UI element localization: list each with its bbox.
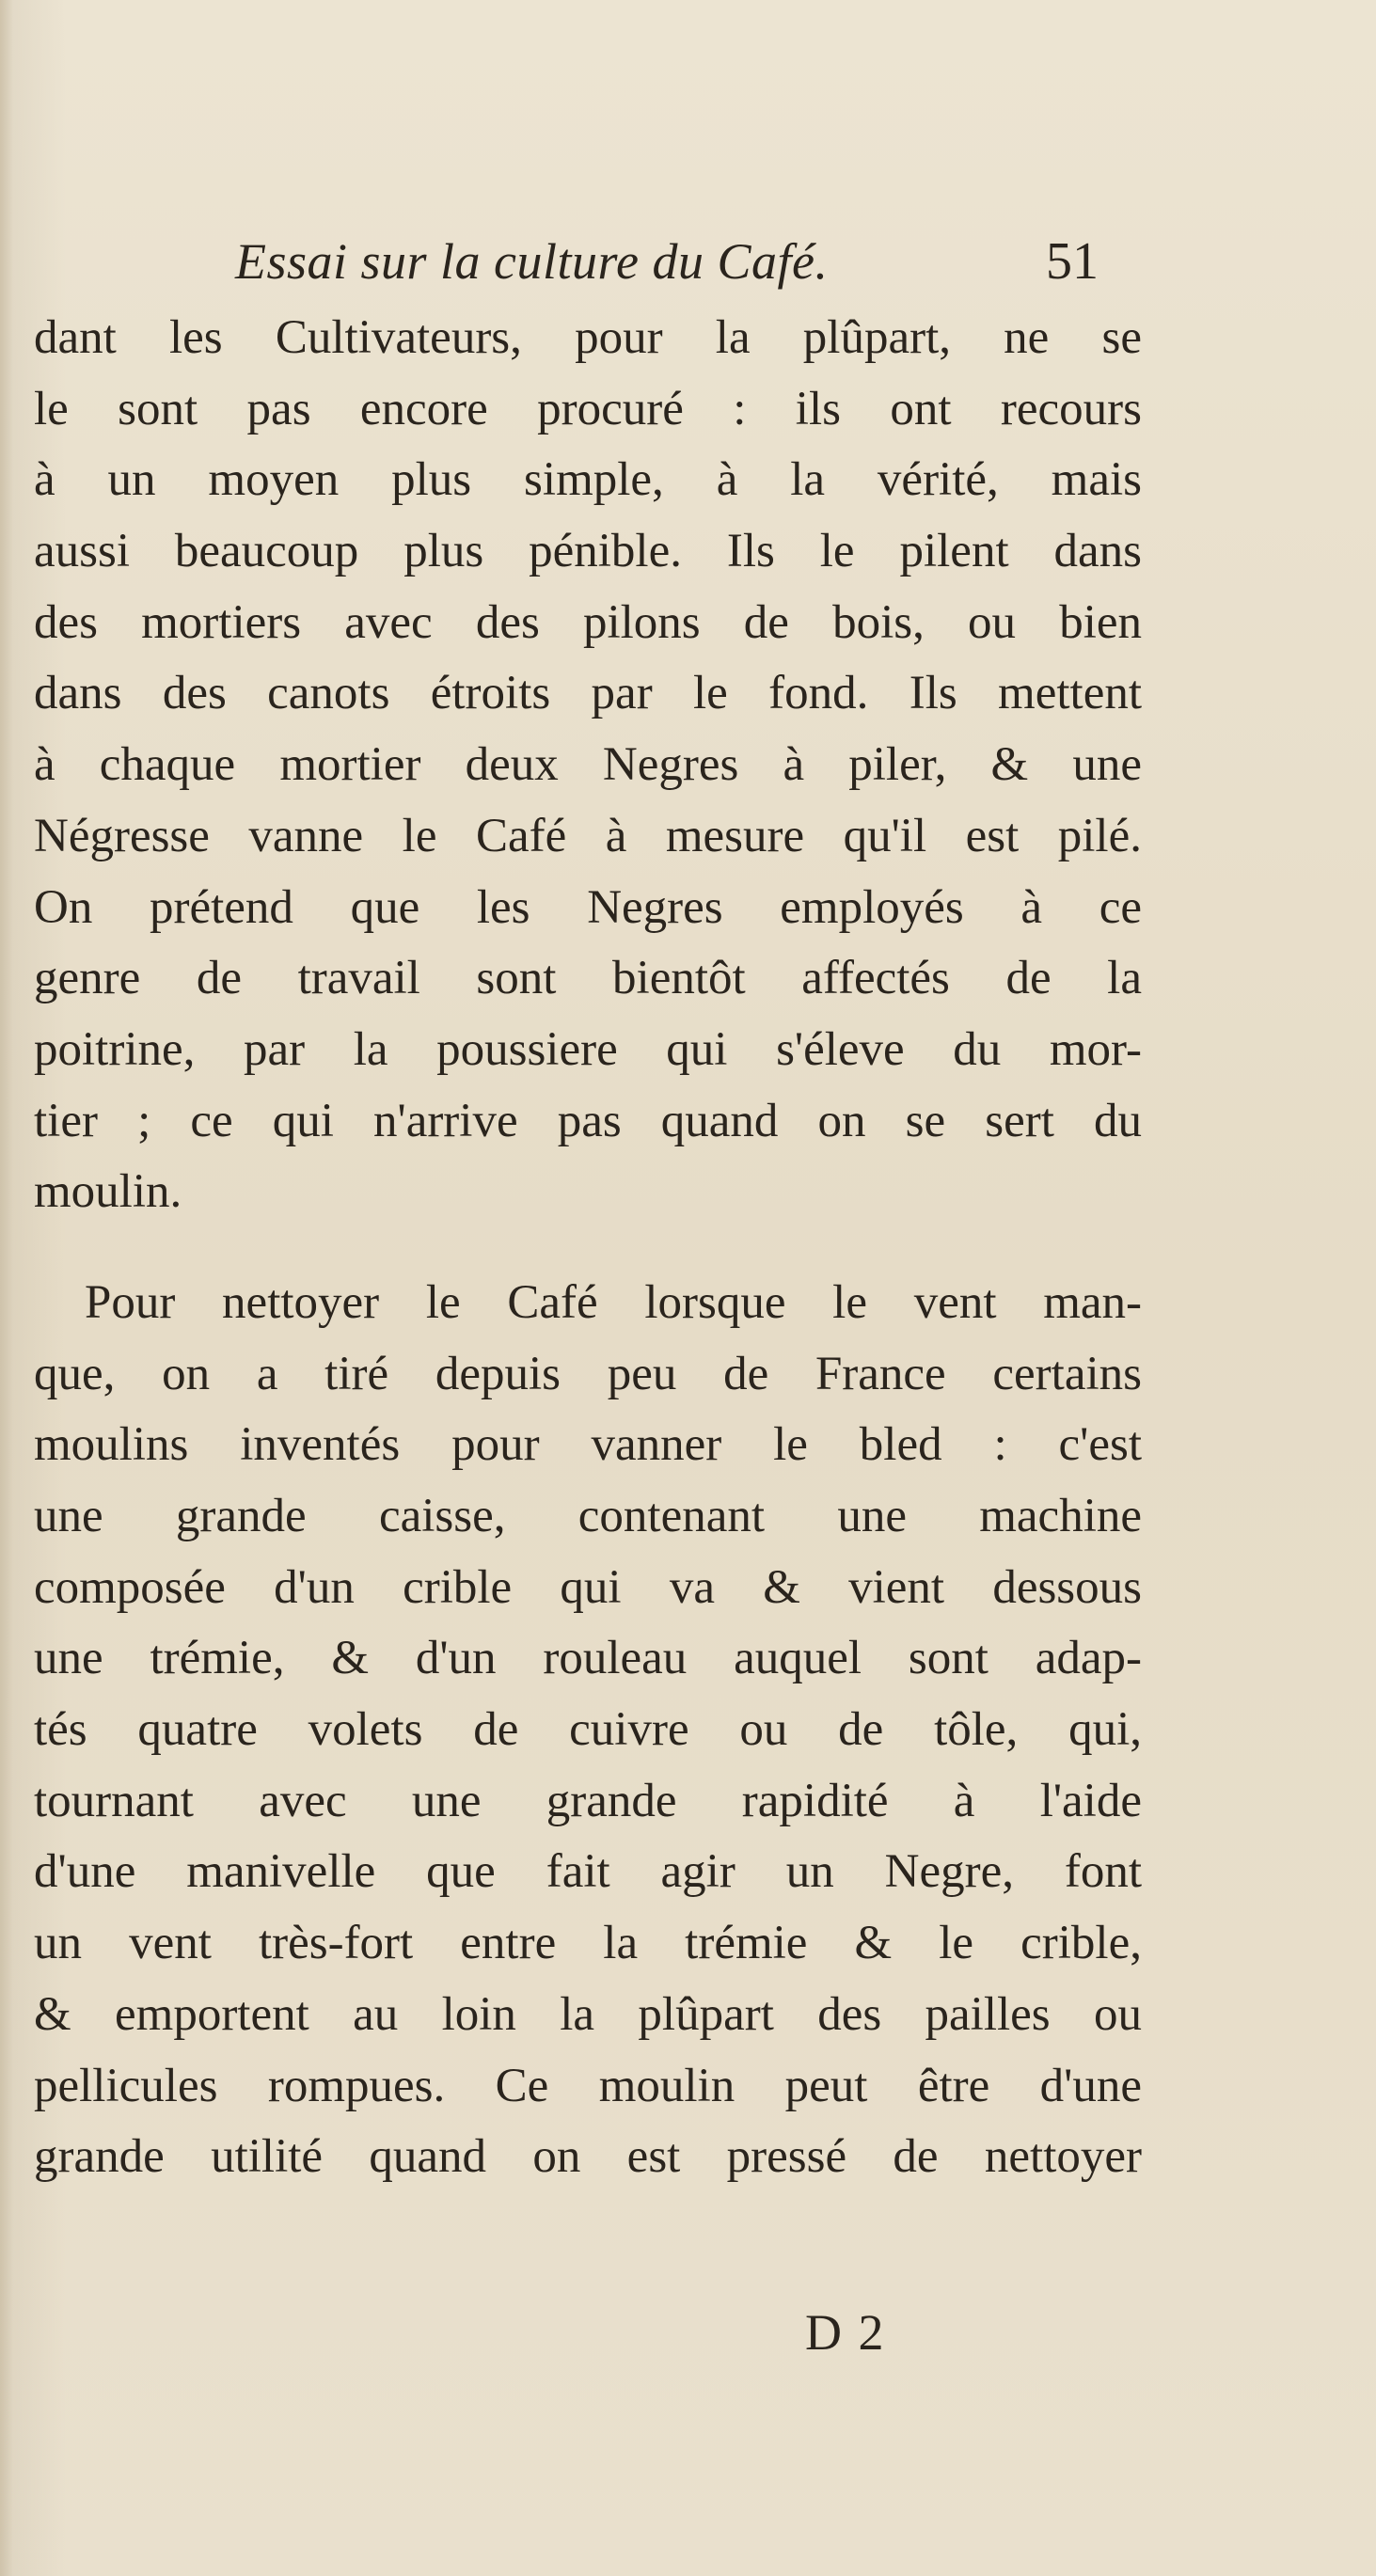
body-text (34, 303, 1142, 2193)
text-line: des mortiers avec des pilons de bois, ou bien (34, 595, 1142, 649)
text-line: pellicules rompues. Ce moulin peut être d'une (34, 2059, 1142, 2112)
text-line: poitrine, par la poussiere qui s'éleve du mor- (34, 1022, 1142, 1076)
text-line: à chaque mortier deux Negres à piler, & une (34, 738, 1142, 792)
text-line: genre de travail sont bientôt affectés de la (34, 952, 1142, 1005)
text-line: que, on a tiré depuis peu de France certains (34, 1347, 1142, 1400)
text-line: Pour nettoyer le Café lorsque le vent man- (85, 1275, 1142, 1329)
text-line: moulins inventés pour vanner le bled : c'est (34, 1418, 1142, 1472)
text-line: Négresse vanne le Café à mesure qu'il est pilé. (34, 809, 1142, 862)
text-line: & emportent au loin la plûpart des pailles ou (34, 1987, 1142, 2041)
text-line: tés quatre volets de cuivre ou de tôle, qui, (34, 1703, 1142, 1757)
text-line: composée d'un crible qui va & vient dessous (34, 1560, 1142, 1614)
running-title: Essai sur la culture du Café. (235, 233, 829, 290)
text-line: dant les Cultivateurs, pour la plûpart, ne se (34, 311, 1142, 364)
text-line: tournant avec une grande rapidité à l'aide (34, 1774, 1142, 1827)
text-line: d'une manivelle que fait agir un Negre, font (34, 1845, 1142, 1899)
text-line: une trémie, & d'un rouleau auquel sont adap- (34, 1632, 1142, 1685)
text-line: à un moyen plus simple, à la vérité, mais (34, 453, 1142, 507)
paragraph-1 (34, 303, 1142, 1228)
paragraph-gap (34, 1228, 1142, 1268)
text-line: moulin. (34, 1165, 182, 1219)
text-line: aussi beaucoup plus pénible. Ils le pilent dans (34, 525, 1142, 578)
signature-mark: D 2 (805, 2304, 886, 2361)
text-line: un vent très-fort entre la trémie & le crible, (34, 1917, 1142, 1970)
page-number: 51 (1046, 232, 1099, 291)
paragraph-2 (34, 1268, 1142, 2193)
text-line: le sont pas encore procuré : ils ont recours (34, 382, 1142, 435)
text-line: une grande caisse, contenant une machine (34, 1490, 1142, 1542)
text-line: grande utilité quand on est pressé de nettoyer (34, 2130, 1142, 2184)
text-line: dans des canots étroits par le fond. Ils mettent (34, 667, 1142, 720)
page-edge-shadow (0, 0, 13, 2576)
text-line: tier ; ce qui n'arrive pas quand on se sert du (34, 1094, 1142, 1147)
running-head (0, 224, 1376, 299)
text-line: On prétend que les Negres employés à ce (34, 880, 1142, 934)
